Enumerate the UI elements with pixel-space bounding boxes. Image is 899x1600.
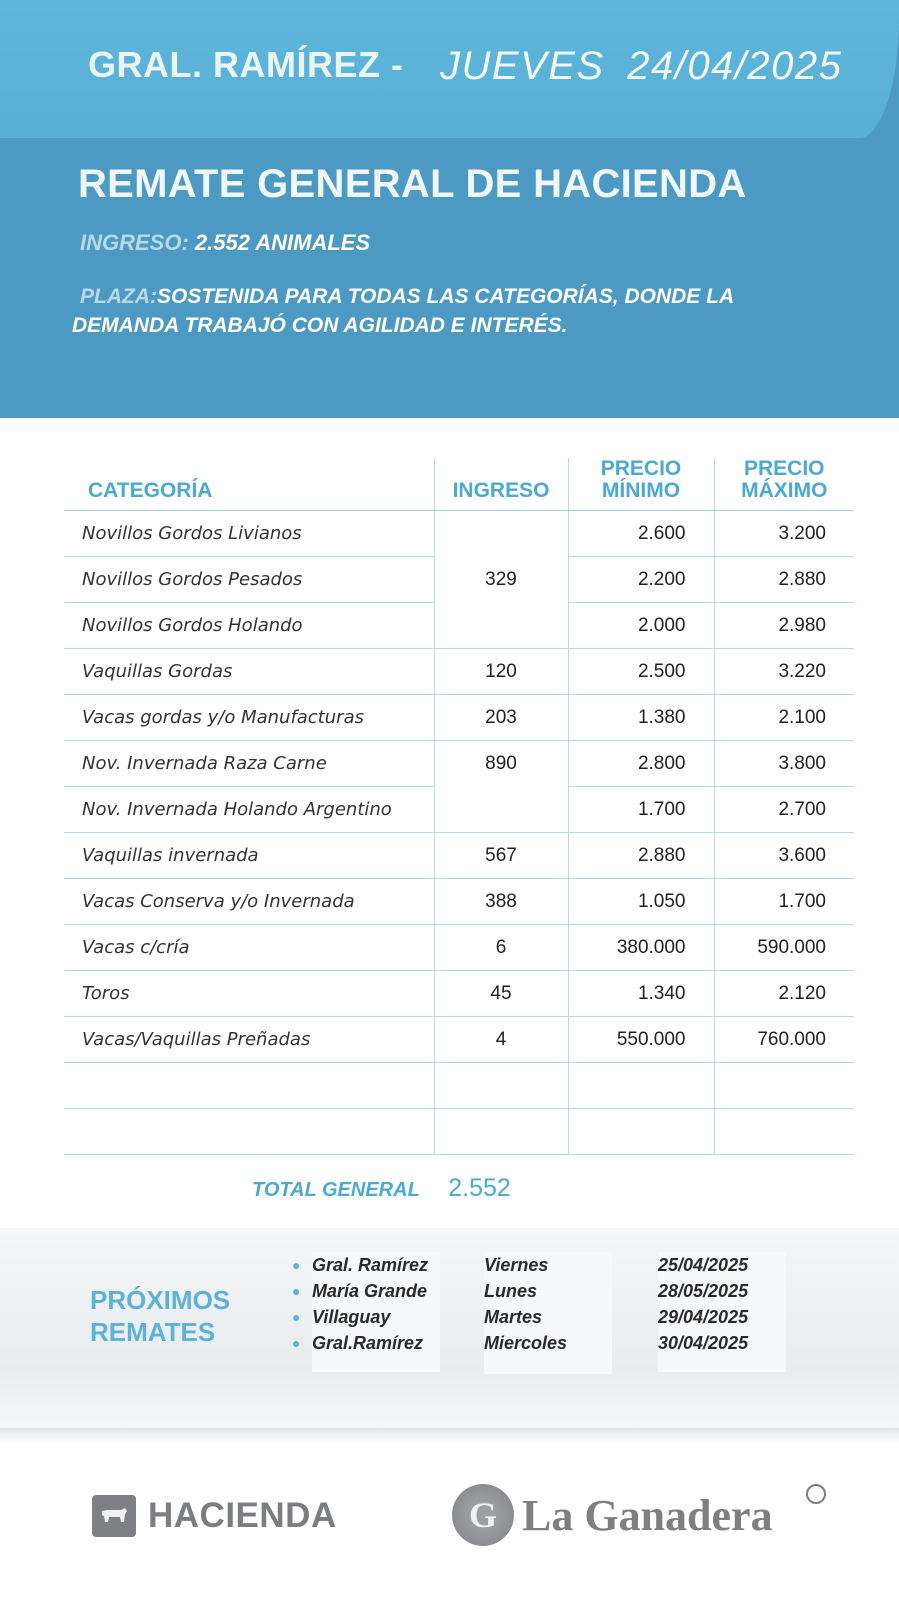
list-item	[292, 1304, 440, 1330]
cell-precio-minimo: 2.500	[568, 649, 714, 695]
cell-categoria: Toros	[64, 971, 434, 1017]
cell-categoria: Vacas gordas y/o Manufacturas	[64, 695, 434, 741]
cell-categoria: Vacas Conserva y/o Invernada	[64, 879, 434, 925]
cell-precio-maximo: 3.220	[714, 649, 854, 695]
table-row	[64, 925, 854, 971]
cell-precio-minimo: 550.000	[568, 1017, 714, 1063]
cell-precio-maximo: 3.800	[714, 741, 854, 787]
cell-precio-minimo: 380.000	[568, 925, 714, 971]
hacienda-logo-text: HACIENDA	[148, 1496, 337, 1535]
table-row	[64, 511, 854, 557]
cell-ingreso: 388	[434, 879, 568, 925]
list-item	[292, 1252, 440, 1278]
cell-precio-maximo: 760.000	[714, 1017, 854, 1063]
cell-precio-minimo: 1.340	[568, 971, 714, 1017]
cell-precio-maximo: 2.120	[714, 971, 854, 1017]
table-row	[64, 971, 854, 1017]
ingreso-summary	[80, 230, 370, 256]
bullet-icon: ●	[292, 1335, 301, 1351]
upcoming-day: Martes	[484, 1307, 543, 1327]
upcoming-date: 25/04/2025	[658, 1255, 749, 1275]
price-table	[64, 458, 854, 1155]
footer-divider	[0, 1428, 899, 1444]
cell-precio-minimo: 1.700	[568, 787, 714, 833]
table-row	[64, 833, 854, 879]
cell-ingreso	[434, 511, 568, 557]
total-value: 2.552	[448, 1174, 511, 1202]
cell-precio-minimo: 2.880	[568, 833, 714, 879]
upcoming-day: Lunes	[484, 1281, 538, 1301]
plaza-summary	[72, 282, 842, 340]
cell-categoria: Novillos Gordos Pesados	[64, 557, 434, 603]
table-row	[64, 879, 854, 925]
table-row	[64, 603, 854, 649]
upcoming-dates-list	[658, 1252, 786, 1372]
upcoming-date: 30/04/2025	[658, 1333, 749, 1353]
upcoming-place: Gral. Ramírez	[312, 1255, 429, 1275]
upcoming-places-list	[292, 1252, 440, 1372]
cell-ingreso	[434, 1063, 568, 1109]
cell-categoria: Vacas c/cría	[64, 925, 434, 971]
cell-precio-minimo: 2.200	[568, 557, 714, 603]
table-row	[64, 1109, 854, 1155]
upcoming-title-line-2: REMATES	[90, 1317, 216, 1347]
cell-categoria: Nov. Invernada Holando Argentino	[64, 787, 434, 833]
cell-categoria: Vaquillas invernada	[64, 833, 434, 879]
cell-categoria: Novillos Gordos Holando	[64, 603, 434, 649]
cell-precio-maximo	[714, 1063, 854, 1109]
cell-categoria: Vaquillas Gordas	[64, 649, 434, 695]
table-row	[64, 695, 854, 741]
cell-precio-maximo: 3.600	[714, 833, 854, 879]
cell-precio-minimo: 1.050	[568, 879, 714, 925]
auction-date: JUEVES 24/04/2025	[440, 44, 843, 88]
cell-precio-minimo	[568, 1063, 714, 1109]
cell-categoria: Novillos Gordos Livianos	[64, 511, 434, 557]
table-header-row	[64, 458, 854, 511]
total-label: TOTAL GENERAL	[252, 1179, 420, 1201]
upcoming-days-list	[484, 1252, 612, 1374]
la-ganadera-mark-icon: G	[452, 1484, 514, 1546]
plaza-value: SOSTENIDA PARA TODAS LAS CATEGORÍAS, DONDE LA DEMANDA TRABAJÓ CON AGILIDAD E INTERÉS.	[72, 285, 734, 337]
column-header-precio-minimo: PRECIO MÍNIMO	[568, 458, 714, 511]
la-ganadera-logo	[452, 1484, 773, 1546]
ingreso-label: INGRESO:	[80, 230, 189, 255]
cell-precio-minimo: 2.600	[568, 511, 714, 557]
cell-precio-maximo: 2.880	[714, 557, 854, 603]
cell-precio-minimo	[568, 1109, 714, 1155]
cell-ingreso: 45	[434, 971, 568, 1017]
cell-categoria	[64, 1109, 434, 1155]
bullet-icon: ●	[292, 1283, 301, 1299]
cell-precio-minimo: 2.000	[568, 603, 714, 649]
cell-ingreso	[434, 603, 568, 649]
cow-icon	[92, 1495, 136, 1537]
upcoming-day: Miercoles	[484, 1333, 568, 1353]
total-general	[252, 1174, 511, 1203]
bullet-icon: ●	[292, 1257, 301, 1273]
upcoming-auctions-title	[90, 1284, 230, 1348]
table-row	[64, 649, 854, 695]
ingreso-value: 2.552 ANIMALES	[194, 230, 371, 255]
list-item	[292, 1330, 440, 1356]
cell-precio-maximo	[714, 1109, 854, 1155]
hacienda-logo	[92, 1495, 337, 1537]
page-title: REMATE GENERAL DE HACIENDA	[78, 162, 747, 206]
column-header-ingreso: INGRESO	[434, 458, 568, 511]
cell-ingreso: 4	[434, 1017, 568, 1063]
cell-precio-maximo: 590.000	[714, 925, 854, 971]
cell-precio-minimo: 2.800	[568, 741, 714, 787]
cell-ingreso	[434, 787, 568, 833]
cell-categoria	[64, 1063, 434, 1109]
list-item	[292, 1278, 440, 1304]
table-row	[64, 741, 854, 787]
la-ganadera-logo-text: La Ganadera	[522, 1490, 773, 1540]
cell-ingreso: 203	[434, 695, 568, 741]
auction-location: GRAL. RAMÍREZ -	[88, 44, 404, 85]
cell-precio-maximo: 2.980	[714, 603, 854, 649]
registered-mark-icon	[806, 1484, 826, 1504]
cell-ingreso	[434, 1109, 568, 1155]
column-header-categoria: CATEGORÍA	[64, 458, 434, 511]
table-row	[64, 1063, 854, 1109]
cell-precio-maximo: 2.700	[714, 787, 854, 833]
upcoming-date: 29/04/2025	[658, 1307, 749, 1327]
column-header-precio-maximo: PRECIO MÁXIMO	[714, 458, 854, 511]
upcoming-day: Viernes	[484, 1255, 549, 1275]
cell-ingreso: 6	[434, 925, 568, 971]
cell-precio-minimo: 1.380	[568, 695, 714, 741]
upcoming-place: María Grande	[312, 1281, 428, 1301]
cell-categoria: Nov. Invernada Raza Carne	[64, 741, 434, 787]
table-row	[64, 787, 854, 833]
cell-precio-maximo: 2.100	[714, 695, 854, 741]
upcoming-title-line-1: PRÓXIMOS	[90, 1285, 231, 1315]
table-row	[64, 1017, 854, 1063]
upcoming-place: Gral.Ramírez	[312, 1333, 424, 1353]
upcoming-place: Villaguay	[312, 1307, 391, 1327]
cell-categoria: Vacas/Vaquillas Preñadas	[64, 1017, 434, 1063]
cell-ingreso: 120	[434, 649, 568, 695]
upcoming-date: 28/05/2025	[658, 1281, 749, 1301]
table-row	[64, 557, 854, 603]
plaza-label: PLAZA:	[80, 285, 157, 308]
cell-ingreso: 329	[434, 557, 568, 603]
cell-precio-maximo: 3.200	[714, 511, 854, 557]
cell-ingreso: 890	[434, 741, 568, 787]
cell-ingreso: 567	[434, 833, 568, 879]
cell-precio-maximo: 1.700	[714, 879, 854, 925]
bullet-icon: ●	[292, 1309, 301, 1325]
